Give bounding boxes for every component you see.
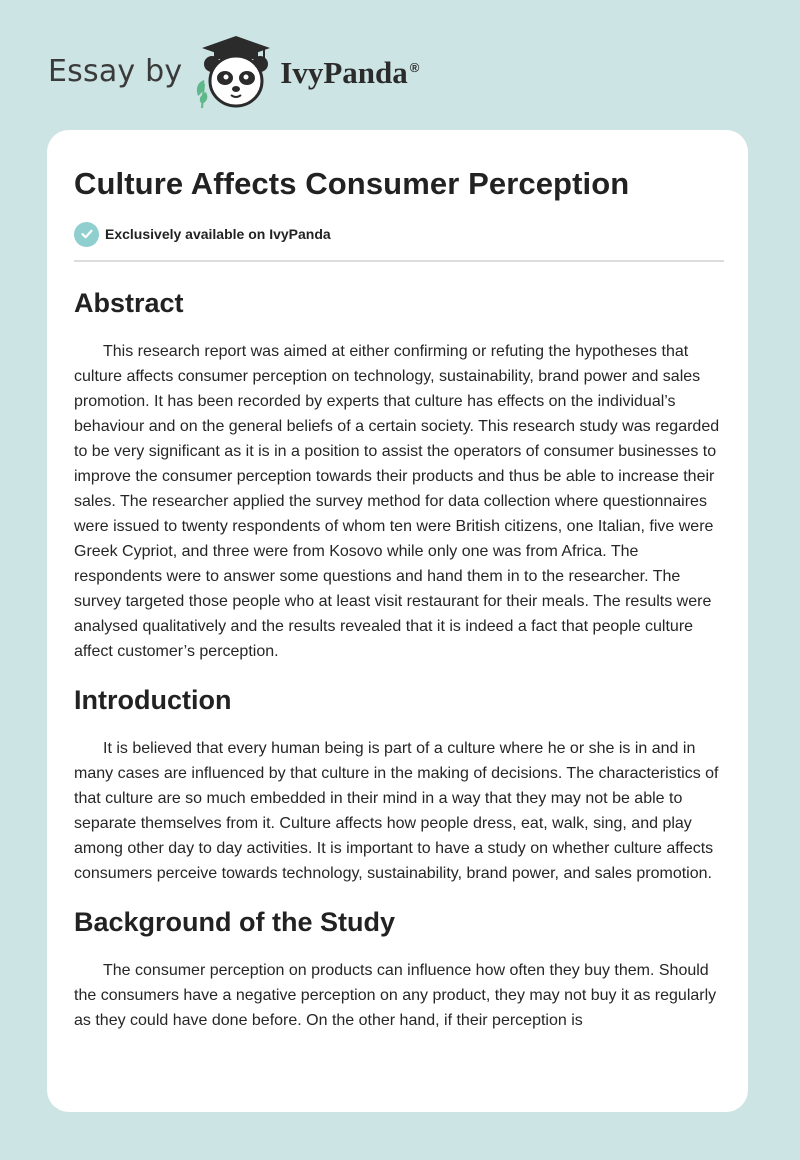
section-abstract xyxy=(74,283,724,664)
essay-card xyxy=(47,130,748,1112)
panda-graduate-icon xyxy=(192,34,278,110)
brand-name xyxy=(280,55,419,91)
section-paragraph: The consumer perception on products can influence how often they buy them. Should the consumers have a negative perception on any product, they may not buy it as regularly as they could have done before. On the other hand, if their perception is xyxy=(74,962,717,1029)
exclusive-badge xyxy=(74,221,724,247)
brand-header[interactable] xyxy=(48,34,419,110)
section-background xyxy=(74,902,724,1033)
section-paragraph: It is believed that every human being is part of a culture where he or she is in and in many cases are influenced by that culture in the making of decisions. The characteristics of that culture are so much embedded in their mind in a way that they may not be able to separate themselves from it. Culture affects how people dress, eat, walk, sing, and play among other day to day activities. It is important to have a study on whether culture affects consumers perceive towards technology, sustainability, brand power, and sales promotion. xyxy=(74,740,719,882)
brand-prefix: Essay by xyxy=(48,53,183,89)
registered-mark: ® xyxy=(409,59,420,75)
section-paragraph: This research report was aimed at either confirming or refuting the hypotheses that culture affects consumer perception on technology, sustainability, brand power and sales promotion. It has been recorded by experts that culture has effects on the individual’s behaviour and on the general beliefs of a certain society. This research study was regarded to be very significant as it is in a position to assist the operators of consumer businesses to improve the consumer perception towards their products and thus be able to increase their sales. The researcher applied the survey method for data collection where questionnaires were issued to twenty respondents of whom ten were British citizens, one Italian, five were Greek Cypriot, and three were from Kosovo while only one was from Africa. The respondents were to answer some questions and hand them in to the researcher. The survey targeted those people who at least visit restaurant for their meals. The results were analysed qualitatively and the results revealed that it is indeed a fact that people culture affect customer’s perception. xyxy=(74,343,720,660)
section-heading: Abstract xyxy=(74,288,184,318)
check-circle-icon xyxy=(74,222,99,247)
title-divider xyxy=(74,260,724,262)
section-heading: Introduction xyxy=(74,685,232,715)
section-heading: Background of the Study xyxy=(74,907,396,937)
section-introduction xyxy=(74,680,724,886)
page-title: Culture Affects Consumer Perception xyxy=(74,166,630,201)
brand-name-text: IvyPanda xyxy=(280,55,408,90)
essay-content xyxy=(74,162,724,1033)
exclusive-label: Exclusively available on IvyPanda xyxy=(105,226,331,242)
